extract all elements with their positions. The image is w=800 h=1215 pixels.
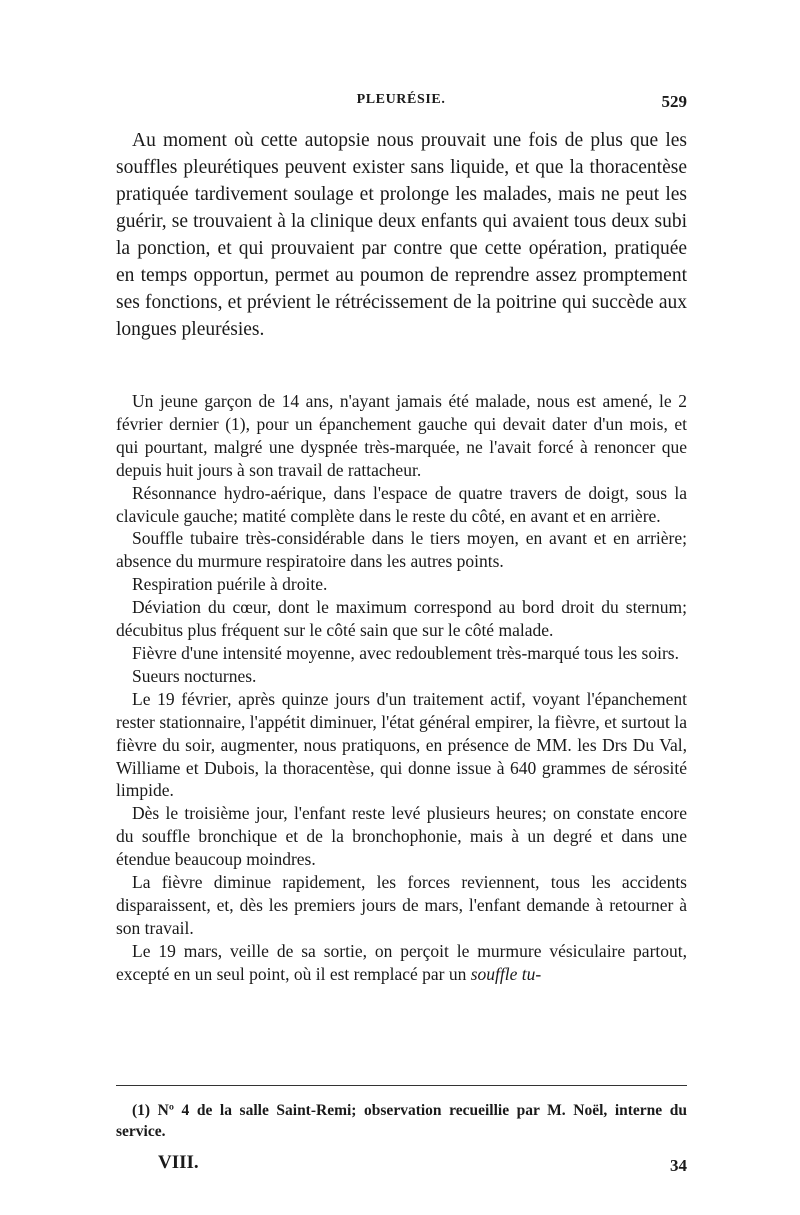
printer-signature xyxy=(116,1152,687,1180)
obs-paragraph: Résonnance hydro-aérique, dans l'espace de quatre travers de doigt, sous la clavicule gauche; matité complète dans le reste du côté, en avant et en arrière. xyxy=(116,482,687,526)
obs-paragraph: Fièvre d'une intensité moyenne, avec redoublement très-marqué tous les soirs. xyxy=(132,642,679,663)
obs-paragraph: Souffle tubaire très-considérable dans le tiers moyen, en avant et en arrière; absence du murmure respiratoire dans les autres points. xyxy=(116,528,687,572)
obs-paragraph: Sueurs nocturnes. xyxy=(132,665,257,686)
obs-paragraph: Le 19 février, après quinze jours d'un traitement actif, voyant l'épanchement rester stationnaire, l'appétit diminuer, l'état général empirer, la fièvre, et surtout la fièvre du soir, augmenter, nous pratiquons, en présence de MM. les Drs Du Val, Williame et Dubois, la thoracentèse, qui donne issue à 640 grammes de sérosité limpide. xyxy=(116,688,687,801)
obs-last-italic: souffle tu- xyxy=(470,963,542,984)
obs-last-text: Le 19 mars, veille de sa sortie, on perçoit le murmure vésiculaire partout, excepté en un seul point, où il est remplacé par un xyxy=(116,940,687,984)
obs-paragraph: La fièvre diminue rapidement, les forces reviennent, tous les accidents disparaissent, et, dès les premiers jours de mars, l'enfant demande à retourner à son travail. xyxy=(116,872,687,938)
running-header xyxy=(115,92,687,118)
obs-paragraph: Dès le troisième jour, l'enfant reste levé plusieurs heures; on constate encore du souffle bronchique et de la bronchophonie, mais à un degré et dans une étendue beaucoup moindres. xyxy=(116,803,687,870)
volume-mark: VIII. xyxy=(158,1152,199,1173)
intro-paragraph: Au moment où cette autopsie nous prouvait une fois de plus que les souffles pleurétiques peuvent exister sans liquide, et que la thoracentèse pratiquée tardivement soulage et prolonge les malades, mais ne peut les guérir, se trouvaient à la clinique deux enfants qui avaient tous deux subi la ponction, et qui prouvaient par contre que cette opération, pratiquée en temps opportun, permet au poumon de reprendre assez promptement ses fonctions, et prévient le rétrécissement de la poitrine qui succède aux longues pleurésies. xyxy=(116,130,687,340)
running-title: PLEURÉSIE. xyxy=(356,92,446,107)
footnote-rule xyxy=(116,1085,687,1086)
obs-paragraph: Déviation du cœur, dont le maximum correspond au bord droit du sternum; décubitus plus fréquent sur le côté sain que sur le côté malade. xyxy=(116,597,687,641)
sheet-number: 34 xyxy=(670,1156,687,1175)
obs-paragraph: Respiration puérile à droite. xyxy=(132,574,328,595)
case-observation xyxy=(116,390,687,986)
obs-paragraph: Un jeune garçon de 14 ans, n'ayant jamais été malade, nous est amené, le 2 février dernier (1), pour un épanchement gauche qui devait dater d'un mois, et qui pourtant, malgré une dyspnée très-marquée, ne l'avait forcé à renoncer que depuis huit jours à son travail de rattacheur. xyxy=(116,391,687,480)
footnote: (1) Nº 4 de la salle Saint-Remi; observation recueillie par M. Noël, interne du service. xyxy=(116,1102,687,1140)
page-number: 529 xyxy=(661,92,687,111)
obs-paragraph-last xyxy=(116,940,687,986)
